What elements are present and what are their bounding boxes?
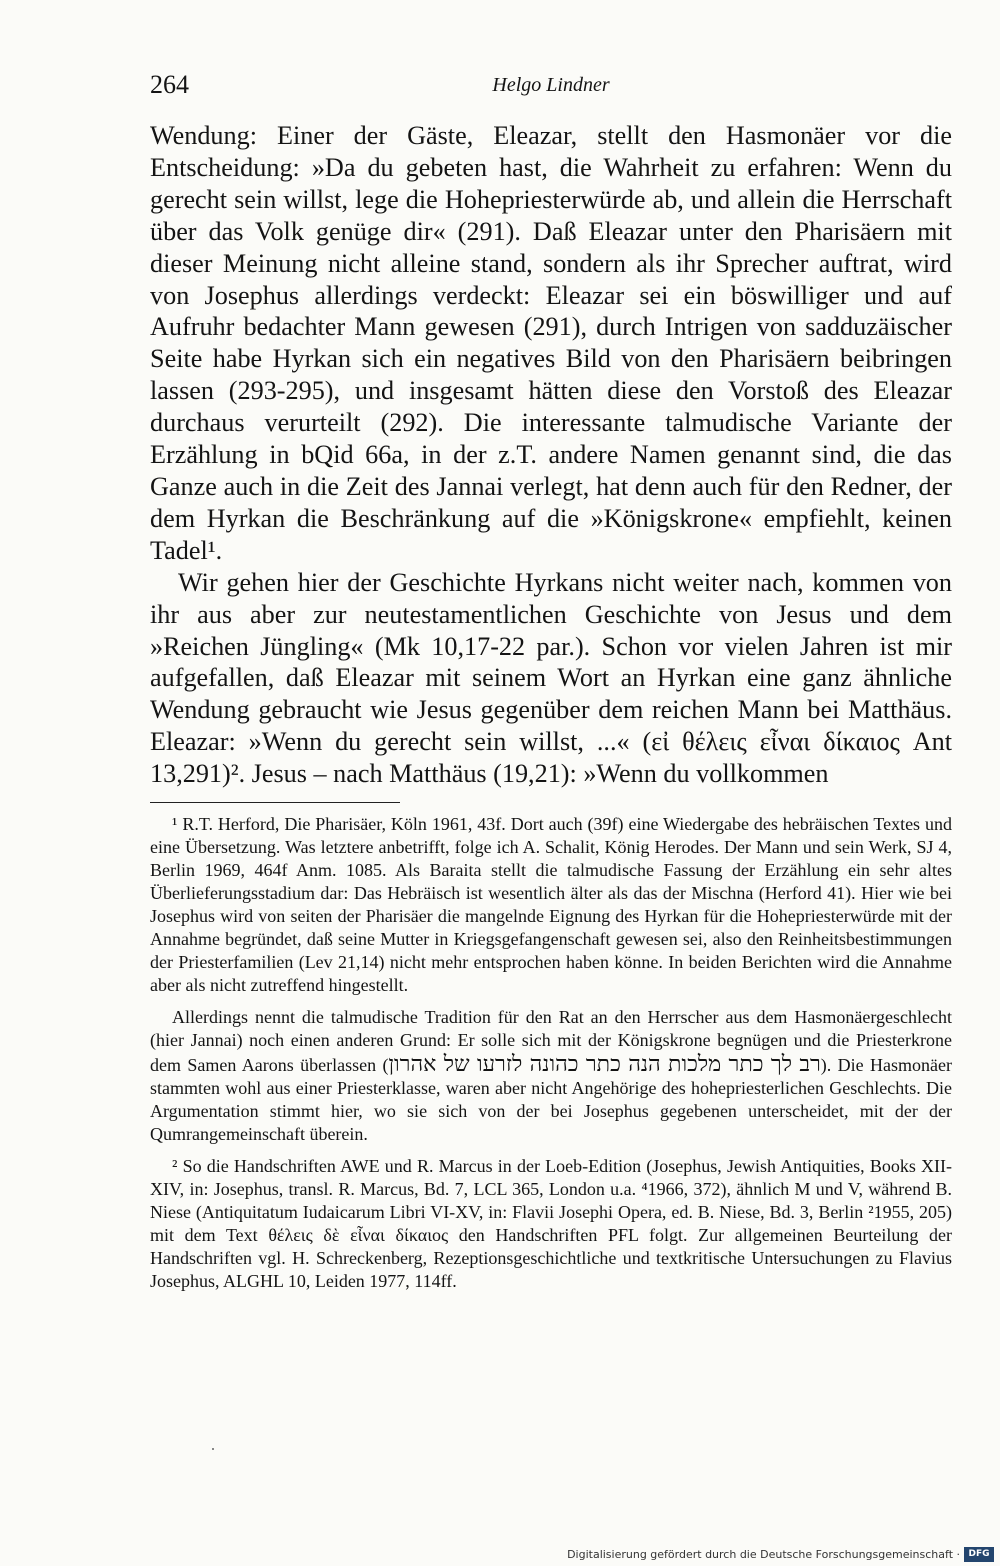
running-head-author: Helgo Lindner: [492, 74, 610, 96]
footnote-1-continuation: [150, 1006, 952, 1146]
dfg-logo-icon: DFG: [964, 1547, 994, 1562]
page-number: 264: [150, 70, 189, 99]
footnotes: [150, 813, 952, 1293]
footnote-text: Allerdings nennt die talmudische Tradition für den Rat an den Herrscher aus dem Hasmonäergeschlecht (hier Jannai) noch einen anderen Grund: Er solle sich mit der Königskrone begnügen und die Priesterkrone dem Samen Aarons überlassen (: [150, 1007, 952, 1075]
paragraph: Wir gehen hier der Geschichte Hyrkans nicht weiter nach, kommen von ihr aus aber zur neutestamentlichen Geschichte von Jesus und dem »Reichen Jüngling« (Mk 10,17-22 par.). Schon vor vielen Jahren ist mir aufgefallen, daß Eleazar mit seinem Wort an Hyrkan eine ganz ähnliche Wendung gebraucht wie Jesus gegenüber dem reichen Mann bei Matthäus. Eleazar: »Wenn du gerecht sein willst, ...« (εἰ θέλεις εἶναι δίκαιος Ant 13,291)². Jesus – nach Matthäus (19,21): »Wenn du vollkommen: [150, 567, 952, 789]
footnote-text: ). Die Hasmonäer stammten wohl aus einer Priesterklasse, waren aber nicht Angehörige des hohepriesterlichen Geschlechts. Die Argumentation stimmt hier, wo sie sich von der bei Josephus gegebenen unterscheidet, mit der der Qumrangemeinschaft überein.: [150, 1055, 952, 1144]
digitization-footer: [0, 1546, 1000, 1566]
hebrew-quote: רב לך כתר מלכות הנה כתר כהונה לזרעו של אהרון: [388, 1051, 821, 1076]
footnote-separator: [150, 802, 400, 803]
paragraph: Wendung: Einer der Gäste, Eleazar, stellt den Hasmonäer vor die Entscheidung: »Da du gebeten hast, die Wahrheit zu erfahren: Wenn du gerecht sein willst, lege die Hohepriesterwürde ab, und allein die Herrschaft über das Volk genüge dir« (291). Daß Eleazar unter den Pharisäern mit dieser Meinung nicht alleine stand, sondern als ihr Sprecher auftrat, wird von Josephus allerdings verdeckt: Eleazar sei ein böswilliger und auf Aufruhr bedachter Mann gewesen (291), durch Intrigen von sadduzäischer Seite habe Hyrkan sich ein negatives Bild von den Pharisäern beibringen lassen (293-295), und insgesamt hätten diese den Vorstoß des Eleazar durchaus verurteilt (292). Die interessante talmudische Variante der Erzählung in bQid 66a, in der z.T. andere Namen genannt sind, die das Ganze auch in die Zeit des Jannai verlegt, hat denn auch für den Redner, der dem Hyrkan die Beschränkung auf die »Königskrone« empfiehlt, keinen Tadel¹.: [150, 121, 952, 565]
footnote-1: ¹ R.T. Herford, Die Pharisäer, Köln 1961, 43f. Dort auch (39f) eine Wiedergabe des hebräischen Textes und eine Übersetzung. Was letztere anbetrifft, folge ich A. Schalit, König Herodes. Der Mann und sein Werk, SJ 4, Berlin 1969, 464f Anm. 1085. Als Baraita stellt die talmudische Fassung der Erzählung ein sehr altes Überlieferungsstadium dar: Das Hebräisch ist wesentlich älter als das der Mischna (Herford 41). Hier wie bei Josephus wird von seiten der Pharisäer die mangelnde Eignung des Hyrkan für die Hohepriesterwürde mit der Annahme begründet, daß seine Mutter in Kriegsgefangenschaft gewesen sei, also den Reinheitsbestimmungen der Priesterfamilien (Lev 21,14) nicht mehr entsprochen haben könne. In beiden Berichten wird die Annahme aber als nicht zutreffend hingestellt.: [150, 814, 952, 995]
footnote-2: ² So die Handschriften AWE und R. Marcus in der Loeb-Edition (Josephus, Jewish Antiquities, Books XII-XIV, in: Josephus, transl. R. Marcus, Bd. 7, LCL 365, London u.a. ⁴1966, 372), ähnlich M und V, während B. Niese (Antiquitatum Iudaicarum Libri VI-XV, in: Flavii Josephi Opera, ed. B. Niese, Bd. 3, Berlin ²1955, 205) mit dem Text θέλεις δὲ εἶναι δίκαιος den Handschriften PFL folgt. Zur allgemeinen Beurteilung der Handschriften vgl. H. Schreckenberg, Rezeptionsgeschichtliche und textkritische Untersuchungen zu Flavius Josephus, ALGHL 10, Leiden 1977, 114ff.: [150, 1156, 952, 1291]
page-header: [150, 70, 952, 102]
scan-speck: [212, 1448, 214, 1450]
main-text: [150, 120, 952, 790]
digitization-credit: Digitalisierung gefördert durch die Deutsche Forschungsgemeinschaft ·: [567, 1548, 960, 1561]
